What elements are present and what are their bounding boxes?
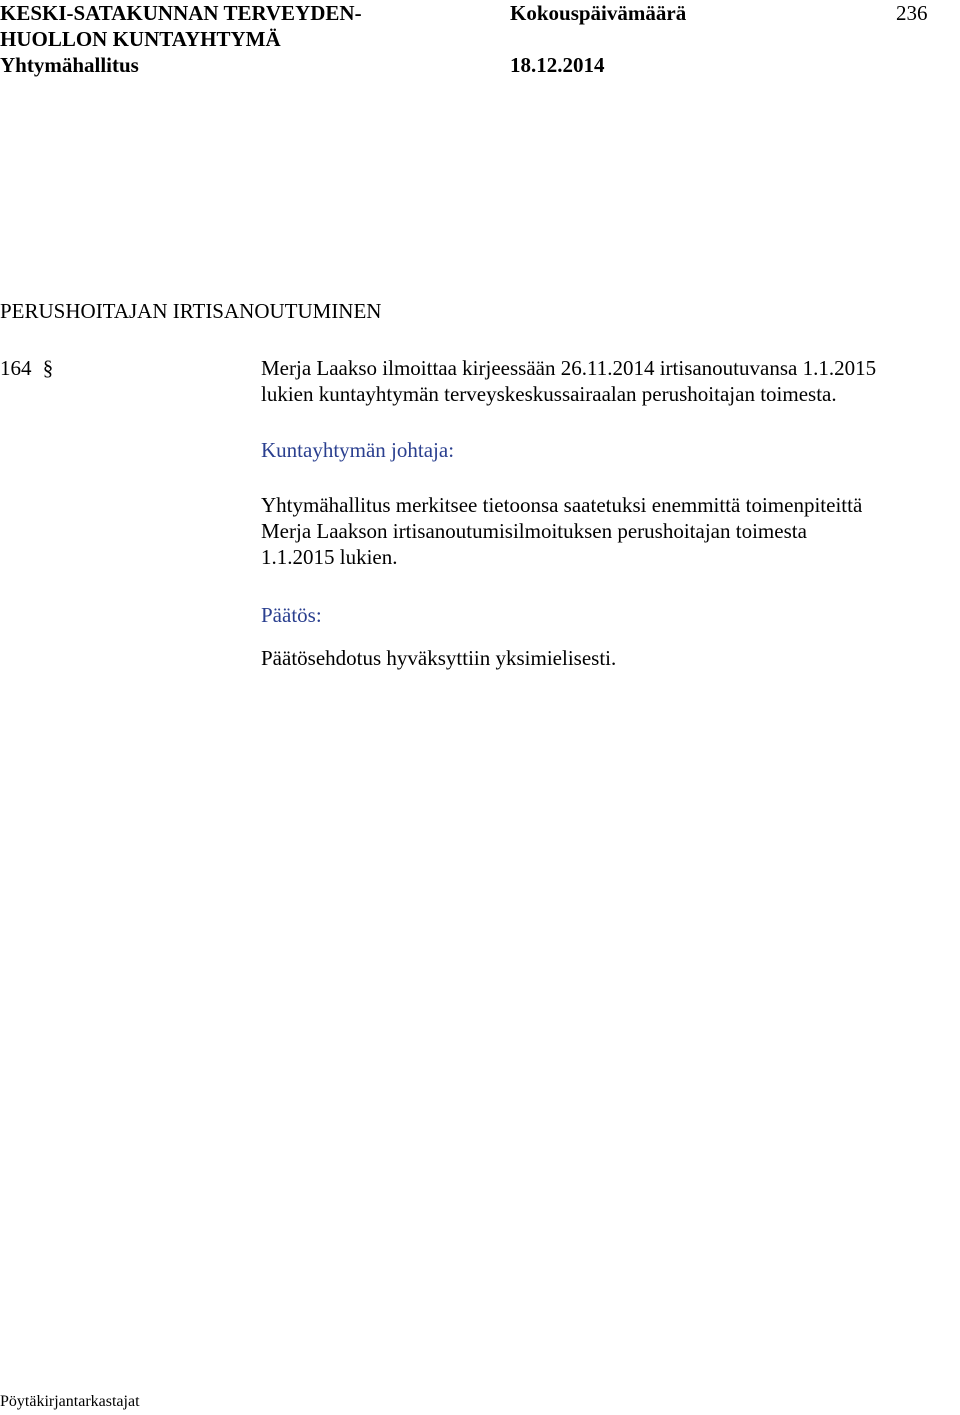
- proposal-line-3: 1.1.2015 lukien.: [261, 545, 398, 569]
- proposal-line-2: Merja Laakson irtisanoutumisilmoituksen perushoitajan toimesta: [261, 519, 807, 543]
- organization-name-line1: KESKI-SATAKUNNAN TERVEYDEN-: [0, 1, 362, 25]
- intro-line-2: lukien kuntayhtymän terveyskeskussairaalan perushoitajan toimesta.: [261, 382, 837, 406]
- decision-label: Päätös:: [261, 603, 322, 627]
- proposer-label: Kuntayhtymän johtaja:: [261, 438, 455, 462]
- section-number: 164: [0, 356, 32, 380]
- proposal-line-1: Yhtymähallitus merkitsee tietoonsa saatetuksi enemmittä toimenpiteittä: [261, 493, 863, 517]
- footer-label: Pöytäkirjantarkastajat: [0, 1393, 140, 1410]
- page-number: 236: [896, 1, 928, 25]
- decision-text: Päätösehdotus hyväksyttiin yksimielisesti.: [261, 646, 617, 670]
- meeting-date: 18.12.2014: [510, 53, 605, 77]
- organization-name-line2: HUOLLON KUNTAYHTYMÄ: [0, 27, 281, 51]
- board-name: Yhtymähallitus: [0, 53, 139, 77]
- intro-line-1: Merja Laakso ilmoittaa kirjeessään 26.11.2014 irtisanoutuvansa 1.1.2015: [261, 356, 877, 380]
- section-number-block: [0, 355, 53, 381]
- section-sign-icon: §: [42, 356, 54, 380]
- meeting-date-label: Kokouspäivämäärä: [510, 1, 687, 25]
- section-title: PERUSHOITAJAN IRTISANOUTUMINEN: [0, 299, 382, 323]
